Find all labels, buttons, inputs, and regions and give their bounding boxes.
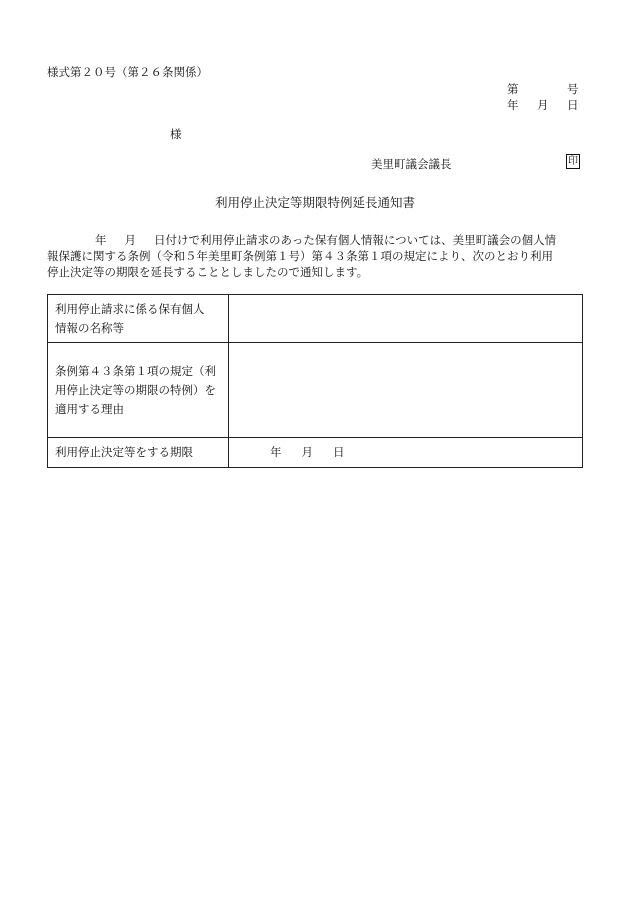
issue-date-day: 日 (567, 98, 579, 112)
body-line-3: 停止決定等の期限を延長することとしましたので通知します。 (47, 265, 369, 279)
issue-date-month: 月 (537, 98, 549, 112)
seal-mark: 印 (568, 156, 578, 167)
deadline-month: 月 (301, 445, 313, 459)
row-value-decision-deadline[interactable] (229, 438, 583, 468)
row-label-extension-reason (48, 343, 229, 438)
deadline-day: 日 (333, 445, 345, 459)
label-line: 用停止決定等の期限の特例）を (55, 382, 216, 397)
table-row (48, 343, 583, 438)
label-line: 条例第４３条第１項の規定（利 (55, 363, 216, 378)
body-date-year: 年 (95, 233, 107, 247)
body-date-month: 月 (124, 233, 136, 247)
label-line: 情報の名称等 (55, 320, 124, 335)
addressee-honorific: 様 (170, 127, 182, 141)
body-line-2: 報保護に関する条例（令和５年美里町条例第１号）第４３条第１項の規定により、次のとおり利用 (47, 249, 553, 263)
row-label-information-name (48, 295, 229, 343)
label-line: 利用停止決定等をする期限 (55, 445, 193, 459)
table-row (48, 438, 583, 468)
row-value-extension-reason[interactable] (229, 343, 583, 438)
body-line-1 (47, 232, 582, 248)
row-value-information-name[interactable] (229, 295, 583, 343)
label-line: 適用する理由 (55, 401, 124, 416)
deadline-year: 年 (270, 445, 282, 459)
label-line: 利用停止請求に係る保有個人 (55, 301, 205, 316)
notice-body (47, 232, 582, 280)
row-label-decision-deadline (48, 438, 229, 468)
issue-date-year: 年 (507, 98, 519, 112)
form-number: 様式第２０号（第２６条関係） (47, 65, 208, 79)
document-title: 利用停止決定等期限特例延長通知書 (214, 195, 415, 210)
details-table (47, 294, 583, 468)
document-number-suffix: 号 (567, 82, 579, 96)
document-number-prefix: 第 (507, 82, 519, 96)
body-line-1-text: 日付けで利用停止請求のあった保有個人情報については、美里町議会の個人情 (154, 233, 557, 247)
table-row (48, 295, 583, 343)
issuer-name: 美里町議会議長 (371, 157, 452, 171)
